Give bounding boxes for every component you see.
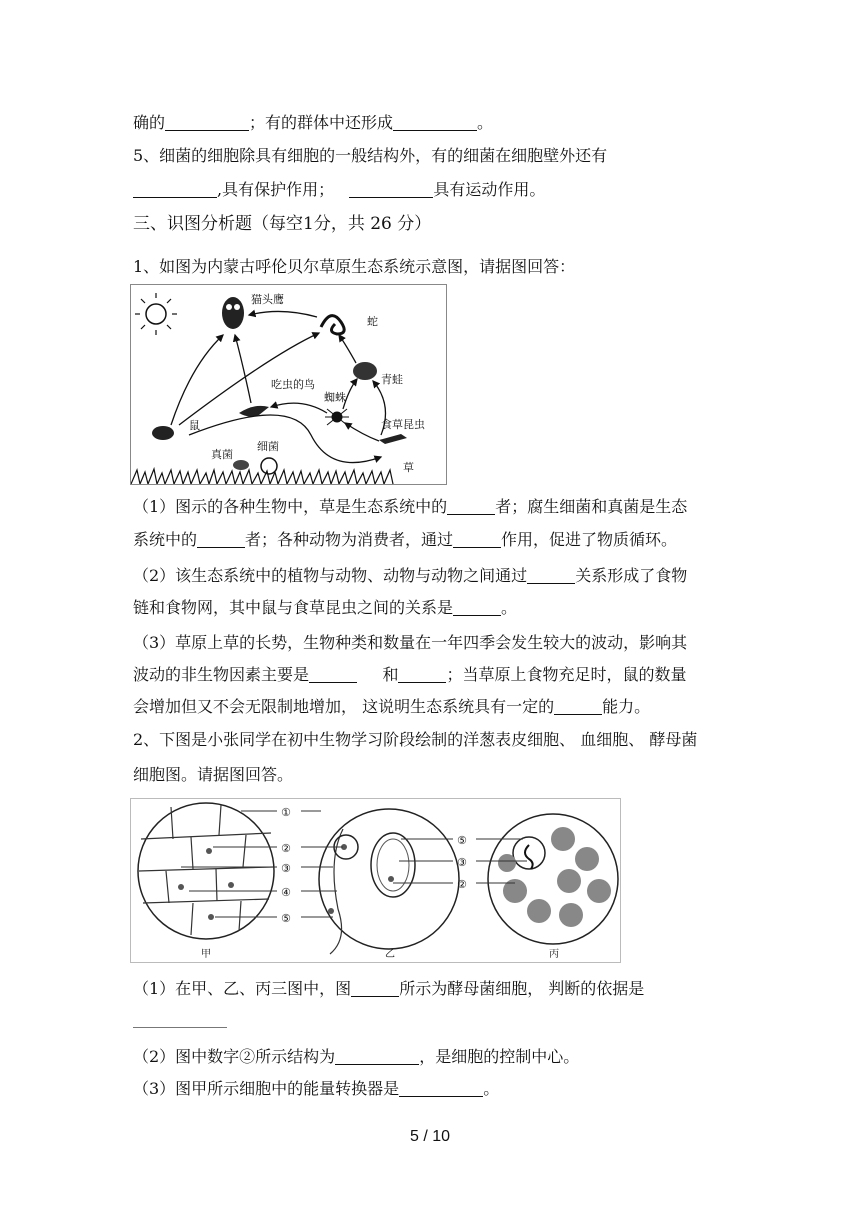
marker-1: ① [281,806,291,819]
answer-blank[interactable] [133,1027,227,1028]
question-line [133,566,687,586]
ecosystem-figure [130,284,447,485]
answer-blank[interactable] [349,181,433,198]
question-line [133,697,650,717]
answer-blank[interactable] [309,666,357,683]
text: （1）在甲、乙、丙三图中，图 [133,979,352,998]
frog-icon [353,362,377,380]
answer-blank[interactable] [554,698,602,715]
blood-cells-icon [488,814,618,944]
owl-label: 猫头鹰 [251,293,284,306]
question-stem: 细胞图。请据图回答。 [133,765,294,784]
section-title: 三、识图分析题（每空1分，共 26 分） [133,214,432,234]
answer-blank[interactable] [335,1048,419,1065]
answer-blank[interactable] [351,980,399,997]
text: 者；腐生细菌和真菌是生态 [495,497,688,516]
text: 能力。 [602,697,651,716]
bacteria-label: 细菌 [257,440,279,453]
text: 具有运动作用。 [433,180,546,199]
marker-5: ⑤ [281,912,291,925]
text: ；有的群体中还形成 [249,113,394,132]
text: ,具有保护作用； [217,180,335,199]
label-yi: 乙 [385,949,395,960]
text: 。 [477,113,494,132]
answer-blank[interactable] [453,599,501,616]
label-bing: 丙 [549,949,559,960]
bird-label: 吃虫的鸟 [271,378,315,391]
question-line [133,633,687,653]
question-line [133,1079,499,1099]
food-web-diagram [131,285,446,484]
marker-2: ② [281,842,291,855]
answer-blank[interactable] [393,114,477,131]
text: （2）该生态系统中的植物与动物、动物与动物之间通过 [133,566,528,585]
cells-diagram [131,799,620,962]
grass-label: 草 [403,461,414,474]
text-line [133,146,607,166]
cells-figure [130,798,621,963]
insect-label: 食草昆虫 [381,418,425,431]
text: 和 [382,665,399,684]
spider-label: 蜘蛛 [324,391,346,404]
label-jia: 甲 [201,949,211,960]
snake-icon [321,316,344,334]
question-stem: 2、下图是小张同学在初中生物学习阶段绘制的洋葱表皮细胞、 血细胞、 酵母菌 [133,730,698,749]
answer-blank[interactable] [165,114,249,131]
sun-icon [135,293,177,335]
question-stem: 1、如图为内蒙古呼伦贝尔草原生态系统示意图，请据图回答： [133,257,576,276]
mouse-label: 鼠 [189,419,200,432]
question-line [133,598,517,618]
answer-blank[interactable] [197,531,245,548]
text: 系统中的 [133,530,198,549]
question-line [133,530,677,550]
text: （2）图中数字②所示结构为 [133,1047,336,1066]
text: 波动的非生物因素主要是 [133,665,310,684]
snake-label: 蛇 [367,315,378,328]
question-line [133,665,686,685]
yeast-cell-icon [319,809,459,954]
fungi-label: 真菌 [211,448,233,461]
text: 确的 [133,113,166,132]
text: 5、细菌的细胞除具有细胞的一般结构外，有的细菌在细胞壁外还有 [133,146,608,165]
text: （1）图示的各种生物中，草是生态系统中的 [133,497,448,516]
answer-blank[interactable] [527,567,575,584]
text: 链和食物网，其中鼠与食草昆虫之间的关系是 [133,598,454,617]
owl-icon [222,297,244,329]
answer-blank[interactable] [447,498,495,515]
onion-cells-icon [138,803,274,939]
text: 关系形成了食物 [575,566,688,585]
marker-3: ③ [281,862,291,875]
marker-2: ② [457,878,467,891]
question-line [133,979,644,999]
frog-label: 青蛙 [381,373,403,386]
marker-5: ⑤ [457,834,467,847]
answer-blank[interactable] [133,181,217,198]
answer-blank[interactable] [398,666,446,683]
text: 者；各种动物为消费者，通过 [245,530,454,549]
question-line [133,1047,579,1067]
question-line [133,497,687,517]
text: （3）草原上草的长势，生物种类和数量在一年四季会发生较大的波动，影响其 [133,633,688,652]
marker-3: ③ [457,856,467,869]
text: 所示为酵母菌细胞， 判断的依据是 [399,979,645,998]
answer-blank[interactable] [453,531,501,548]
page-number: 5 / 10 [409,1128,451,1145]
text-line [133,113,493,133]
text: （3）图甲所示细胞中的能量转换器是 [133,1079,400,1098]
text: 会增加但又不会无限制地增加， 这说明生态系统具有一定的 [133,697,555,716]
text: 。 [501,598,518,617]
text: 。 [483,1079,500,1098]
text: 作用，促进了物质循环。 [501,530,678,549]
insect-icon [379,434,407,444]
answer-blank[interactable] [399,1080,483,1097]
mouse-icon [152,426,174,440]
fungi-icon [233,460,249,470]
text: ，是细胞的控制中心。 [419,1047,580,1066]
text-line [133,180,545,200]
marker-4: ④ [281,886,291,899]
text: ；当草原上食物充足时，鼠的数量 [446,665,687,684]
